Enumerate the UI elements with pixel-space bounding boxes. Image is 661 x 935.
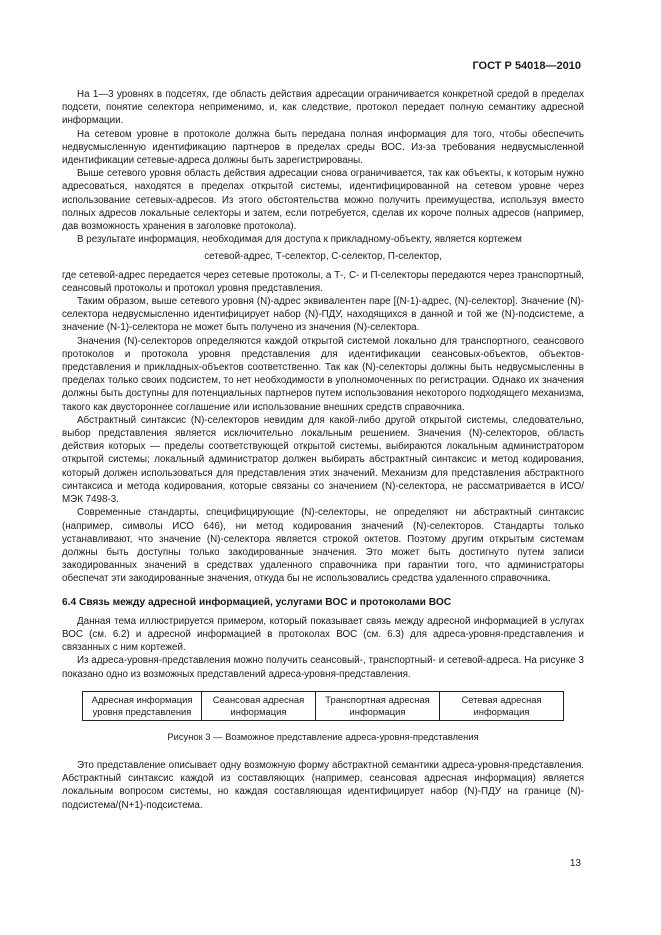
paragraph: где сетевой-адрес передается через сетевые протоколы, а Т-, С- и П-селекторы передаются через транспортный, сеансовый протоколы и протокол уровня представления. [62, 269, 584, 294]
page-number: 13 [569, 858, 581, 869]
figure-cell-network: Сетевая адресная информация [440, 691, 564, 720]
paragraph: Выше сетевого уровня область действия адресации снова ограничивается, так как объекты, к которым нужно адресоваться, находятся в пределах открытой системы, идентифицированной на сетевом уровне через использование сетевых-адресов. Из этого обстоятельства можно получить преимущества, используя вместо полных адресов локальные селекторы и затем, если потребуется, сделав их короче полных адресов (например, дав возможность хранения в заголовке протокола). [62, 168, 584, 233]
document-header: ГОСТ Р 54018—2010 [472, 60, 581, 72]
paragraph: Из адреса-уровня-представления можно получить сеансовый-, транспортный- и сетевой-адреса. На рисунке 3 показано одно из возможных представлений адреса-уровня-представления. [62, 655, 584, 680]
paragraph: В результате информация, необходимая для доступа к прикладному-объекту, является кортежем [77, 234, 522, 246]
figure-cell-session: Сеансовая адресная информация [202, 691, 316, 720]
figure-row [83, 691, 564, 720]
paragraph: На сетевом уровне в протоколе должна быть передана полная информация для того, чтобы обеспечить недвусмысленную идентификацию партнеров в пределах среды ВОС. Из-за требования недвусмысленной идентификации сетевые-адреса должны быть зарегистрированы. [62, 128, 584, 167]
page-body [62, 88, 584, 812]
paragraph: Данная тема иллюстрируется примером, который показывает связь между адресной информацией в услугах ВОС (см. 6.2) и адресной информацией в протоколах ВОС (см. 6.3) для адреса-уровня-представления и связанных с ним кортежей. [62, 615, 584, 654]
paragraph: Это представление описывает одну возможную форму абстрактной семантики адреса-уровня-представления. Абстрактный синтаксис каждой из составляющих (например, сеансовая адресная информация) является локальным вопросом системы, но каждая составляющая идентифицирует набор (N)-ПДУ на границе (N)-подсистема/(N+1)-подсистема. [62, 759, 584, 811]
figure-cell-presentation: Адресная информация уровня представления [83, 691, 202, 720]
figure-cell-transport: Транспортная адресная информация [316, 691, 440, 720]
address-tuple-formula: сетевой-адрес, Т-селектор, С-селектор, П-селектор, [204, 251, 442, 263]
figure-caption: Рисунок 3 — Возможное представление адреса-уровня-представления [167, 730, 479, 742]
paragraph: Абстрактный синтаксис (N)-селекторов невидим для какой-либо другой открытой системы, следовательно, выбор представления является исключительно локальным решением. Значения (N)-селекторов, область действия которых — пределы соответствующей открытой системы, выбираются локальным администратором открытой системы; локальный администратор должен выбирать абстрактный синтаксис и метод кодирования, который должен использоваться для представления этих значений. Механизм для представления абстрактного синтаксиса и метода кодирования, которые связаны со значением (N)-селектора, не рассматривается в ИСО/МЭК 7498-3. [62, 414, 584, 506]
paragraph: Современные стандарты, специфицирующие (N)-селекторы, не определяют ни абстрактный синтаксис (например, символы ИСО 646), ни метод кодирования значений (N)-селекторов. Стандарты только устанавливают, что значение (N)-селектора является строкой октетов. Поэтому другим открытым системам должны быть доступны только закодированные значения. Это может быть достигнуто путем записи закодированных значений в средствах удаленного справочника при гарантии того, что администраторы обеспечат эти закодированные значения, откуда бы не использовались средства удаленного справочника. [62, 507, 584, 585]
paragraph: Значения (N)-селекторов определяются каждой открытой системой локально для транспортного, сеансового протоколов и протокола уровня представления для идентификации сеансовых-объектов, объектов-представления и прикладных-объектов соответственно. Так как (N)-селекторы должны быть недвусмысленны в пределах только своих подсистем, то нет необходимости в уполномоченных по регистрации. Однако их значения должны быть доступны для потенциальных партнеров путем использования некоторого подходящего механизма, такого как двустороннее соглашение или использование внешних средств справочника. [62, 335, 584, 413]
paragraph: На 1—3 уровнях в подсетях, где область действия адресации ограничивается конкретной средой в пределах подсети, понятие селектора неприменимо, и, как следствие, протокол передает полную семантику адресной информации. [62, 89, 584, 127]
paragraph: Таким образом, выше сетевого уровня (N)-адрес эквивалентен паре [(N-1)-адрес, (N)-селектор]. Значение (N)-селектора недвусмысленно идентифицирует набор (N)-ПДУ, находящихся в данной и той же (N)-подсистеме, а значение (N-1)-селектора не может быть получено из значения (N)-селектора. [62, 296, 584, 334]
section-heading: 6.4 Связь между адресной информацией, услугами ВОС и протоколами ВОС [62, 596, 452, 608]
figure-3-table [82, 691, 564, 721]
